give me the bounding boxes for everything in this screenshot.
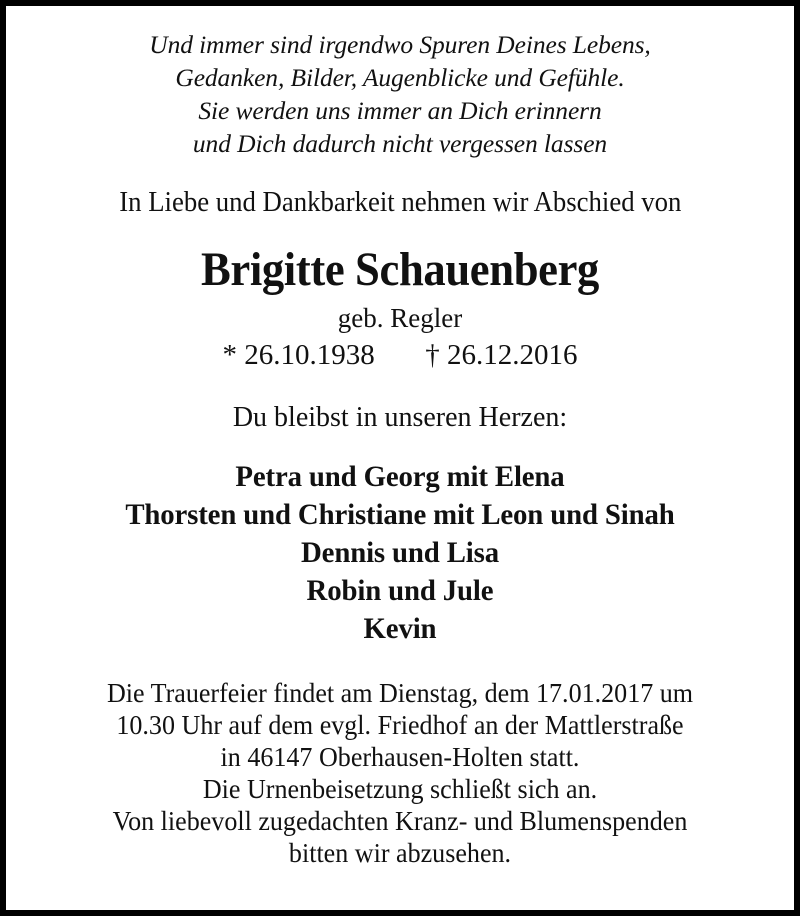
death-cross-icon: † — [425, 339, 440, 371]
family-line-5: Kevin — [363, 612, 437, 645]
remembrance-line: Du bleibst in unseren Herzen: — [232, 402, 568, 433]
family-line-4: Robin und Jule — [306, 574, 494, 607]
details-line-5: Von liebevoll zugedachten Kranz- und Blumenspenden — [112, 806, 688, 836]
details-line-4: Die Urnenbeisetzung schließt sich an. — [202, 774, 598, 804]
family-line-3: Dennis und Lisa — [301, 536, 499, 569]
maiden-name: geb. Regler — [337, 303, 463, 333]
verse-line-2: Gedanken, Bilder, Augenblicke und Gefühle. — [175, 63, 625, 92]
verse-line-4: und Dich dadurch nicht vergessen lassen — [192, 129, 608, 158]
details-line-2: 10.30 Uhr auf dem evgl. Friedhof an der Mattlerstraße — [116, 710, 684, 740]
details-line-3: in 46147 Oberhausen-Holten statt. — [220, 742, 580, 772]
death-date: 26.12.2016 — [447, 339, 578, 371]
surviving-family-list — [39, 458, 761, 648]
verse-line-3: Sie werden uns immer an Dich erinnern — [198, 96, 602, 125]
notice-content — [6, 6, 794, 910]
details-line-1: Die Trauerfeier findet am Dienstag, dem 17.01.2017 um — [106, 678, 694, 708]
farewell-salutation: In Liebe und Dankbarkeit nehmen wir Abschied von — [118, 187, 682, 218]
birth-date: 26.10.1938 — [244, 339, 375, 371]
verse-line-1: Und immer sind irgendwo Spuren Deines Lebens, — [149, 30, 651, 59]
funeral-details — [37, 677, 763, 869]
life-dates — [223, 338, 578, 372]
family-line-2: Thorsten und Christiane mit Leon und Sinah — [125, 498, 675, 531]
details-line-6: bitten wir abzusehen. — [288, 838, 512, 868]
deceased-name: Brigitte Schauenberg — [200, 243, 600, 296]
memorial-verse — [24, 28, 776, 160]
family-line-1: Petra und Georg mit Elena — [235, 460, 565, 493]
birth-star-icon: * — [222, 339, 237, 371]
